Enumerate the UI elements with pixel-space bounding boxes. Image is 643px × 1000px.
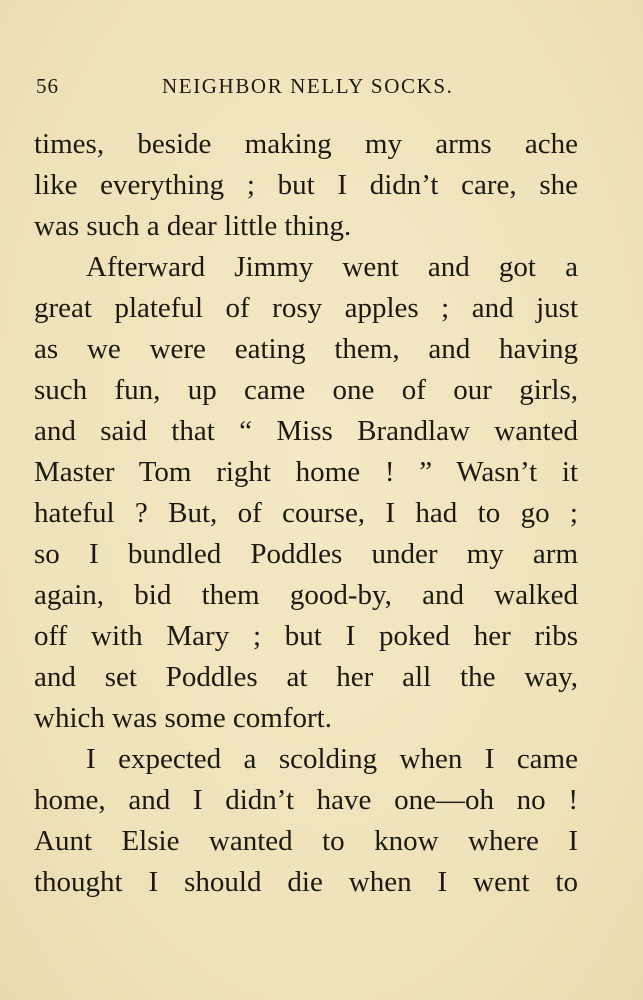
text-line: again, bid them good-by, and walked: [34, 579, 578, 611]
running-head: NEIGHBOR NELLY SOCKS.: [162, 74, 454, 98]
body-text: [34, 124, 578, 903]
page-header: [36, 74, 577, 104]
text-line: such fun, up came one of our girls,: [34, 374, 578, 406]
text-line: and set Poddles at her all the way,: [34, 661, 578, 693]
text-line: thought I should die when I went to: [34, 866, 578, 898]
text-line: Master Tom right home ! ” Wasn’t it: [34, 456, 578, 488]
text-line: times, beside making my arms ache: [34, 128, 578, 160]
text-line: great plateful of rosy apples ; and just: [34, 292, 578, 324]
text-line: home, and I didn’t have one—oh no !: [34, 784, 578, 816]
text-line: like everything ; but I didn’t care, she: [34, 169, 578, 201]
text-line: Aunt Elsie wanted to know where I: [34, 825, 578, 857]
text-line: was such a dear little thing.: [34, 210, 352, 242]
text-line: I expected a scolding when I came: [86, 743, 578, 775]
text-line: Afterward Jimmy went and got a: [86, 251, 578, 283]
text-line: which was some comfort.: [34, 702, 332, 734]
text-line: so I bundled Poddles under my arm: [34, 538, 578, 570]
page-number: 56: [36, 74, 59, 98]
text-line: off with Mary ; but I poked her ribs: [34, 620, 578, 652]
text-line: and said that “ Miss Brandlaw wanted: [34, 415, 578, 447]
text-line: hateful ? But, of course, I had to go ;: [34, 497, 578, 529]
text-line: as we were eating them, and having: [34, 333, 578, 365]
